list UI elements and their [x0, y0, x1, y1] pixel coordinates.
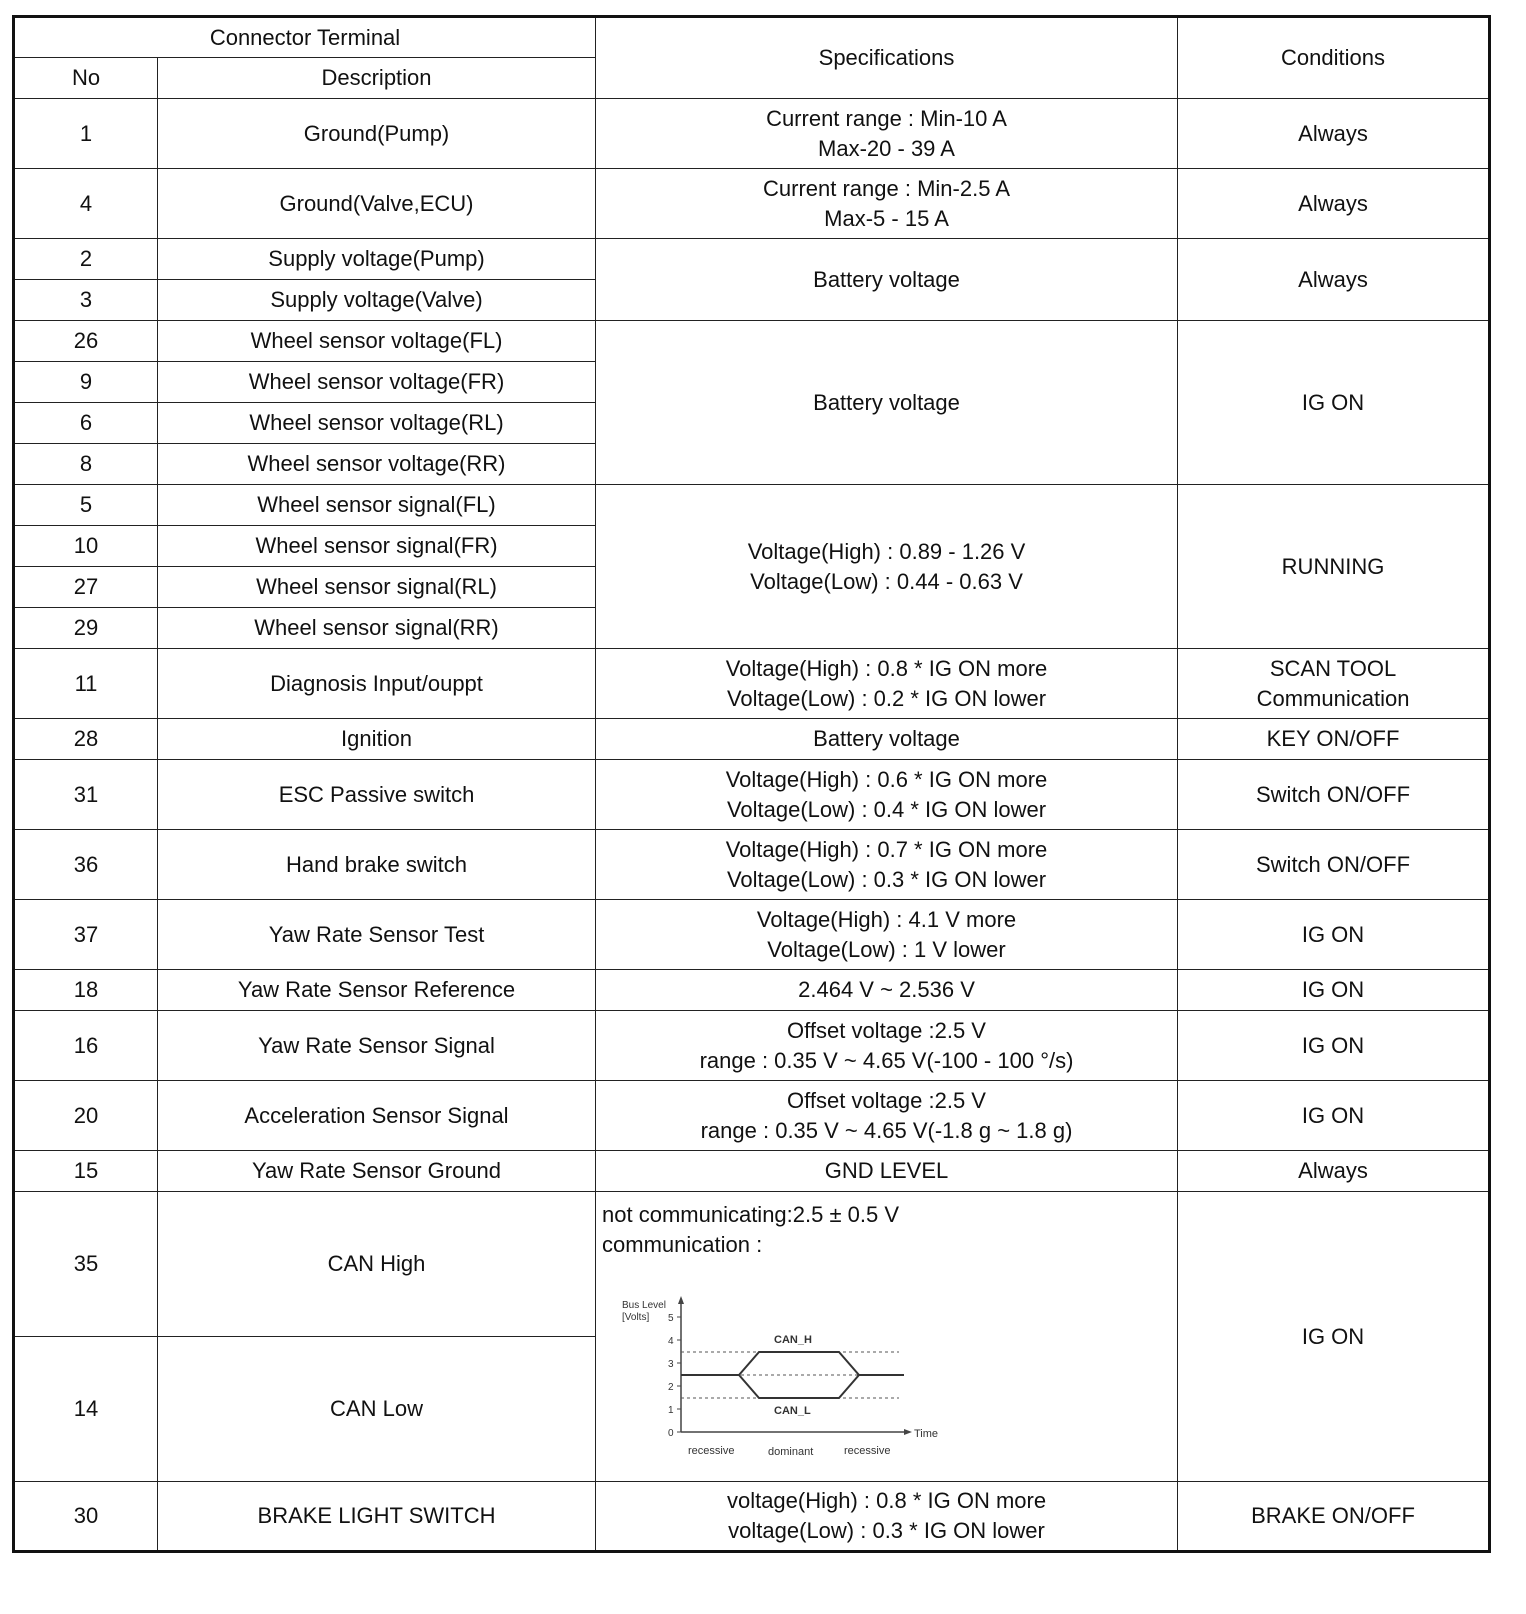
terminal-description: Diagnosis Input/ouppt — [158, 649, 596, 719]
terminal-description: BRAKE LIGHT SWITCH — [158, 1482, 596, 1552]
terminal-description: Yaw Rate Sensor Test — [158, 900, 596, 970]
terminal-no: 26 — [14, 321, 158, 362]
header-description: Description — [158, 58, 596, 99]
header-connector-terminal: Connector Terminal — [14, 17, 596, 58]
terminal-description: Hand brake switch — [158, 830, 596, 900]
spec-line: Current range : Min-10 A — [766, 105, 1007, 131]
chart-y-tick-label: 3 — [668, 1359, 674, 1370]
table-row — [14, 970, 1490, 1011]
can-spec-text — [602, 1200, 899, 1260]
table-row — [14, 719, 1490, 760]
spec-line: Voltage(Low) : 1 V lower — [767, 936, 1006, 962]
chart-y-unit: [Volts] — [622, 1312, 650, 1323]
can-h-label: CAN_H — [774, 1334, 812, 1346]
can-l-signal-line — [681, 1375, 904, 1398]
table-row — [14, 169, 1490, 239]
connector-spec-table — [12, 15, 1491, 1553]
specification — [596, 830, 1178, 900]
terminal-no: 5 — [14, 485, 158, 526]
terminal-no: 14 — [14, 1337, 158, 1482]
terminal-description: Yaw Rate Sensor Signal — [158, 1011, 596, 1081]
terminal-description: Wheel sensor voltage(FL) — [158, 321, 596, 362]
terminal-description: Acceleration Sensor Signal — [158, 1081, 596, 1151]
spec-line: Max-5 - 15 A — [824, 205, 949, 231]
terminal-description: Supply voltage(Pump) — [158, 239, 596, 280]
spec-line: Voltage(High) : 0.6 * IG ON more — [725, 766, 1048, 792]
table-row — [14, 830, 1490, 900]
terminal-no: 6 — [14, 403, 158, 444]
phase-label-dominant: dominant — [768, 1446, 814, 1458]
terminal-no: 2 — [14, 239, 158, 280]
specification — [596, 900, 1178, 970]
spec-line: Voltage(High) : 4.1 V more — [756, 906, 1017, 932]
condition: RUNNING — [1178, 485, 1490, 649]
condition — [1178, 649, 1490, 719]
table-row — [14, 760, 1490, 830]
can-l-label: CAN_L — [774, 1405, 811, 1417]
header-conditions: Conditions — [1178, 17, 1490, 99]
condition-line: SCAN TOOL — [1269, 655, 1397, 681]
header-no: No — [14, 58, 158, 99]
terminal-description: ESC Passive switch — [158, 760, 596, 830]
terminal-description: Yaw Rate Sensor Ground — [158, 1151, 596, 1192]
condition: IG ON — [1178, 970, 1490, 1011]
spec-line: Voltage(Low) : 0.4 * IG ON lower — [726, 796, 1047, 822]
table-row — [14, 1192, 1490, 1337]
condition: IG ON — [1178, 1192, 1490, 1482]
spec-line: Voltage(Low) : 0.44 - 0.63 V — [750, 568, 1023, 594]
terminal-description: Yaw Rate Sensor Reference — [158, 970, 596, 1011]
specification: 2.464 V ~ 2.536 V — [596, 970, 1178, 1011]
terminal-description: CAN Low — [158, 1337, 596, 1482]
terminal-description: Ground(Valve,ECU) — [158, 169, 596, 239]
table-row — [14, 1151, 1490, 1192]
chart-y-ticks — [668, 1313, 681, 1439]
spec-line: voltage(High) : 0.8 * IG ON more — [726, 1488, 1047, 1513]
terminal-description: Wheel sensor voltage(RL) — [158, 403, 596, 444]
terminal-no: 9 — [14, 362, 158, 403]
specification — [596, 1011, 1178, 1081]
table-row — [14, 321, 1490, 362]
table-row — [14, 1081, 1490, 1151]
spec-line: Voltage(High) : 0.8 * IG ON more — [725, 655, 1048, 681]
chart-y-tick-label: 4 — [668, 1336, 674, 1347]
terminal-no: 36 — [14, 830, 158, 900]
specification: Battery voltage — [596, 321, 1178, 485]
terminal-no: 10 — [14, 526, 158, 567]
spec-line: Voltage(Low) : 0.2 * IG ON lower — [726, 685, 1047, 711]
specification — [596, 169, 1178, 239]
specification: Battery voltage — [596, 719, 1178, 760]
chart-y-tick-label: 1 — [668, 1405, 674, 1416]
condition: Switch ON/OFF — [1178, 830, 1490, 900]
condition: IG ON — [1178, 1081, 1490, 1151]
specification — [596, 99, 1178, 169]
terminal-no: 29 — [14, 608, 158, 649]
header-row-1 — [14, 17, 1490, 58]
spec-line: Offset voltage :2.5 V — [787, 1087, 986, 1113]
terminal-description: Wheel sensor signal(FR) — [158, 526, 596, 567]
terminal-no: 35 — [14, 1192, 158, 1337]
spec-line: not communicating:2.5 ± 0.5 V — [602, 1202, 900, 1227]
terminal-description: Wheel sensor voltage(FR) — [158, 362, 596, 403]
terminal-description: Wheel sensor voltage(RR) — [158, 444, 596, 485]
table-row — [14, 1482, 1490, 1552]
spec-line: Voltage(High) : 0.7 * IG ON more — [725, 836, 1048, 862]
chart-y-tick-label: 2 — [668, 1382, 674, 1393]
chart-y-arrow-icon — [678, 1296, 684, 1304]
can-bus-level-chart — [614, 1296, 954, 1482]
spec-line: Max-20 - 39 A — [818, 135, 955, 161]
table-row — [14, 900, 1490, 970]
condition: Always — [1178, 99, 1490, 169]
spec-line: range : 0.35 V ~ 4.65 V(-1.8 g ~ 1.8 g) — [700, 1117, 1073, 1143]
spec-line: Voltage(High) : 0.89 - 1.26 V — [747, 538, 1026, 564]
terminal-no: 16 — [14, 1011, 158, 1081]
terminal-description: Wheel sensor signal(FL) — [158, 485, 596, 526]
terminal-no: 28 — [14, 719, 158, 760]
phase-label-recessive-1: recessive — [688, 1445, 735, 1457]
condition: Always — [1178, 239, 1490, 321]
condition: IG ON — [1178, 1011, 1490, 1081]
terminal-description: CAN High — [158, 1192, 596, 1337]
table-row — [14, 1011, 1490, 1081]
connector-terminal-spec-sheet — [12, 15, 1488, 1605]
terminal-description: Supply voltage(Valve) — [158, 280, 596, 321]
spec-line: Voltage(Low) : 0.3 * IG ON lower — [726, 866, 1047, 892]
table-row — [14, 239, 1490, 280]
spec-line: range : 0.35 V ~ 4.65 V(-100 - 100 °/s) — [699, 1047, 1074, 1073]
terminal-no: 18 — [14, 970, 158, 1011]
specification — [596, 1482, 1178, 1552]
terminal-no: 1 — [14, 99, 158, 169]
chart-y-tick-label: 0 — [668, 1428, 674, 1439]
table-row — [14, 99, 1490, 169]
terminal-no: 27 — [14, 567, 158, 608]
phase-label-recessive-2: recessive — [844, 1445, 891, 1457]
header-specifications: Specifications — [596, 17, 1178, 99]
can-bus-level-svg — [614, 1296, 954, 1482]
terminal-no: 11 — [14, 649, 158, 719]
condition: IG ON — [1178, 900, 1490, 970]
terminal-no: 30 — [14, 1482, 158, 1552]
table-row — [14, 649, 1490, 719]
spec-line: Current range : Min-2.5 A — [763, 175, 1011, 201]
terminal-no: 8 — [14, 444, 158, 485]
condition: IG ON — [1178, 321, 1490, 485]
terminal-description: Ignition — [158, 719, 596, 760]
terminal-description: Ground(Pump) — [158, 99, 596, 169]
spec-line: communication : — [602, 1232, 763, 1257]
terminal-no: 15 — [14, 1151, 158, 1192]
condition: Switch ON/OFF — [1178, 760, 1490, 830]
specification: GND LEVEL — [596, 1151, 1178, 1192]
can-h-signal-line — [681, 1352, 904, 1375]
specification — [596, 1081, 1178, 1151]
condition-line: Communication — [1256, 685, 1410, 711]
can-specification — [596, 1192, 1178, 1482]
terminal-description: Wheel sensor signal(RR) — [158, 608, 596, 649]
spec-line: voltage(Low) : 0.3 * IG ON lower — [728, 1518, 1045, 1543]
table-row — [14, 485, 1490, 526]
condition: BRAKE ON/OFF — [1178, 1482, 1490, 1552]
specification — [596, 485, 1178, 649]
condition: Always — [1178, 1151, 1490, 1192]
terminal-no: 37 — [14, 900, 158, 970]
specification — [596, 760, 1178, 830]
specification: Battery voltage — [596, 239, 1178, 321]
chart-x-label: Time — [914, 1428, 939, 1440]
spec-line: Offset voltage :2.5 V — [787, 1017, 986, 1043]
terminal-no: 31 — [14, 760, 158, 830]
chart-y-label: Bus Level — [622, 1300, 666, 1311]
chart-y-tick-label: 5 — [668, 1313, 674, 1324]
condition: Always — [1178, 169, 1490, 239]
terminal-no: 20 — [14, 1081, 158, 1151]
chart-x-arrow-icon — [904, 1429, 912, 1435]
condition: KEY ON/OFF — [1178, 719, 1490, 760]
terminal-no: 3 — [14, 280, 158, 321]
terminal-description: Wheel sensor signal(RL) — [158, 567, 596, 608]
specification — [596, 649, 1178, 719]
terminal-no: 4 — [14, 169, 158, 239]
